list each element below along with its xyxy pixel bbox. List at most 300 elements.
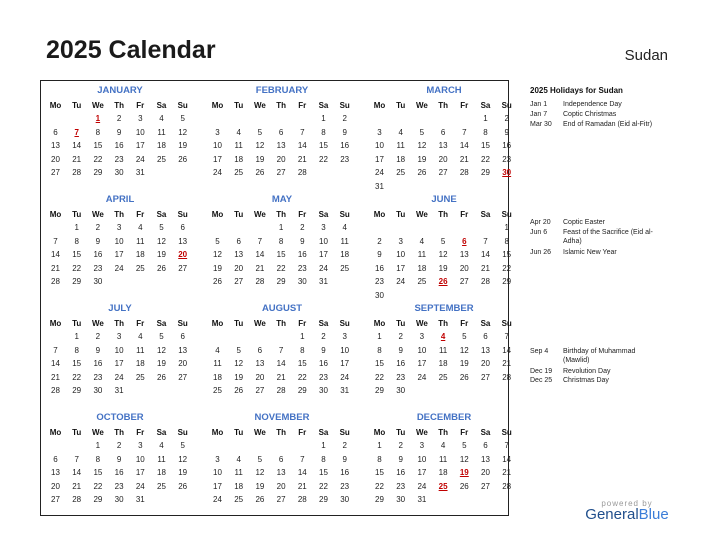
date-cell: 3: [419, 441, 425, 450]
date-cell: 25: [135, 263, 145, 273]
date-cell: 16: [93, 250, 103, 260]
week-row: [207, 344, 357, 357]
date-cell: 27: [438, 168, 448, 178]
month-november: [207, 412, 357, 517]
date-cell: 10: [417, 345, 427, 355]
week-row: [369, 453, 519, 466]
week-row: [45, 344, 195, 357]
date-cell: 2: [504, 114, 509, 123]
date-cell: 25: [213, 386, 222, 396]
weekday-label: Fr: [136, 428, 145, 437]
date-cell: 26: [459, 481, 469, 491]
date-cell: 14: [297, 141, 307, 151]
date-cell: 25: [234, 168, 244, 178]
date-cell: 23: [297, 263, 307, 273]
date-cell: 5: [215, 236, 220, 246]
date-cell: 20: [51, 154, 60, 164]
date-cell: 3: [138, 441, 143, 450]
date-cell: 30: [396, 495, 406, 505]
weekday-label: Th: [114, 101, 124, 110]
date-cell: 4: [138, 223, 143, 232]
week-row: [369, 112, 519, 125]
holiday-date: Apr 20: [530, 219, 551, 226]
holiday-date: Jan 7: [530, 111, 548, 118]
date-cell: 19: [459, 359, 469, 369]
week-row: [45, 221, 195, 234]
date-cell: 20: [276, 481, 286, 491]
date-cell: 4: [236, 127, 241, 137]
weekday-label: Mo: [373, 101, 386, 110]
month-name: MARCH: [426, 85, 462, 96]
month-name: SEPTEMBER: [414, 303, 474, 314]
holiday-date: Jan 1: [530, 101, 548, 108]
holiday-name: End of Ramadan (Eid al-Fitr): [563, 121, 653, 128]
date-cell: 28: [72, 495, 82, 505]
weekday-label: Th: [276, 210, 286, 219]
date-cell: 1: [483, 114, 488, 123]
week-row: [369, 262, 519, 275]
date-cell: 8: [278, 236, 284, 246]
date-cell: 19: [438, 263, 448, 273]
date-cell: 17: [375, 154, 384, 164]
date-cell: 14: [72, 141, 82, 151]
month-december: [369, 412, 519, 517]
date-cell: 7: [504, 332, 509, 341]
date-cell: 4: [159, 441, 164, 450]
date-cell: 1: [95, 441, 101, 450]
date-cell: 12: [417, 141, 427, 151]
date-cell: 15: [72, 250, 82, 260]
holiday-item: [530, 218, 680, 228]
date-cell: 26: [178, 154, 188, 164]
date-cell: 29: [276, 277, 286, 287]
date-cell: 1: [300, 332, 305, 341]
week-row: [45, 371, 195, 384]
week-row: [45, 357, 195, 370]
date-cell: 31: [375, 182, 384, 191]
date-cell: 29: [72, 386, 82, 396]
date-cell: 30: [319, 386, 328, 396]
date-cell: 9: [116, 127, 122, 137]
date-cell: 29: [72, 277, 82, 287]
date-cell: 5: [159, 332, 164, 341]
date-cell: 2: [342, 114, 347, 123]
holiday-date: Dec 19: [530, 368, 553, 375]
weekday-header: [45, 426, 195, 439]
date-cell: 2: [377, 236, 382, 246]
date-cell: 14: [502, 345, 512, 355]
date-cell: 23: [114, 154, 124, 164]
date-cell: 22: [375, 372, 384, 382]
weekday-label: Tu: [396, 319, 406, 328]
weekday-header: [45, 99, 195, 112]
date-cell: 6: [278, 454, 284, 464]
date-cell: 11: [157, 127, 166, 137]
date-cell: 15: [502, 250, 512, 260]
date-cell: 5: [462, 441, 467, 450]
date-cell: 20: [481, 359, 490, 369]
date-cell: 12: [459, 345, 469, 355]
weekday-label: Mo: [211, 428, 224, 437]
date-cell: 22: [319, 154, 328, 164]
date-cell: 12: [234, 359, 244, 369]
week-row: [207, 112, 357, 125]
week-row: [369, 166, 519, 179]
date-cell: 1: [74, 332, 79, 341]
date-cell: 3: [377, 127, 382, 137]
week-row: [369, 139, 519, 152]
date-cell: 7: [300, 127, 305, 137]
date-cell: 4: [215, 345, 220, 355]
weekday-label: Su: [501, 319, 512, 328]
date-cell: 25: [340, 263, 350, 273]
date-cell: 6: [180, 223, 185, 232]
weekday-label: Su: [177, 210, 188, 219]
week-row: [45, 384, 195, 397]
week-row: [207, 235, 357, 248]
week-row: [369, 180, 519, 193]
date-cell: 4: [159, 114, 164, 123]
date-cell: 12: [178, 127, 188, 137]
date-cell: 19: [157, 359, 166, 369]
date-cell: 23: [502, 154, 512, 164]
date-cell: 21: [297, 481, 307, 491]
month-name: JULY: [108, 303, 132, 314]
weekday-label: Th: [114, 428, 124, 437]
holiday-name: Revolution Day: [563, 368, 611, 375]
date-cell: 23: [114, 481, 124, 491]
weekday-label: Su: [339, 319, 350, 328]
date-cell: 1: [74, 223, 79, 232]
date-cell: 18: [135, 359, 145, 369]
date-cell: 25: [157, 154, 166, 164]
date-cell: 27: [51, 168, 60, 178]
holiday-item: [530, 248, 680, 258]
week-row: [369, 221, 519, 234]
date-cell: 21: [72, 154, 82, 164]
date-cell: 22: [93, 154, 103, 164]
weekday-label: Tu: [234, 428, 244, 437]
date-cell: 9: [398, 454, 403, 464]
date-cell: 13: [234, 250, 244, 260]
date-cell: 8: [377, 454, 382, 464]
date-cell: 11: [213, 359, 222, 369]
weekday-label: Mo: [49, 428, 62, 437]
date-cell: 15: [375, 468, 384, 478]
date-cell: 10: [396, 250, 406, 260]
date-cell: 8: [321, 454, 326, 464]
date-cell: 21: [459, 154, 469, 164]
week-row: [369, 439, 519, 452]
weekday-label: Fr: [298, 101, 307, 110]
weekday-header: [369, 99, 519, 112]
date-cell: 24: [340, 372, 350, 382]
date-cell: 21: [51, 263, 60, 273]
date-cell: 20: [234, 263, 244, 273]
week-row: [369, 493, 519, 506]
weekday-label: We: [91, 101, 104, 110]
date-cell: 23: [375, 277, 384, 287]
date-cell: 26: [255, 168, 265, 178]
date-cell: 15: [297, 359, 307, 369]
date-cell: 9: [95, 345, 101, 355]
week-row: [207, 126, 357, 139]
date-cell: 11: [438, 454, 448, 464]
date-cell: 23: [93, 372, 103, 382]
date-cell: 25: [417, 277, 427, 287]
weekday-label: We: [415, 101, 428, 110]
weekday-label: Su: [177, 101, 188, 110]
date-cell: 26: [459, 372, 469, 382]
date-cell: 11: [136, 345, 145, 355]
date-cell: 5: [180, 441, 185, 450]
date-cell: 11: [157, 454, 166, 464]
date-cell: 31: [417, 495, 427, 505]
date-cell: 31: [114, 386, 124, 396]
weekday-label: Mo: [373, 319, 386, 328]
date-cell: 9: [342, 127, 347, 137]
date-cell: 11: [438, 345, 448, 355]
date-cell: 24: [135, 154, 145, 164]
date-cell: 3: [138, 114, 143, 123]
date-cell: 10: [213, 468, 222, 478]
month-name: NOVEMBER: [254, 412, 310, 423]
date-cell: 7: [483, 236, 488, 246]
week-row: [207, 453, 357, 466]
date-cell: 1: [321, 441, 326, 450]
holiday-date-cell: 4: [440, 332, 446, 341]
date-cell: 6: [440, 127, 446, 137]
weekday-label: Su: [501, 428, 512, 437]
weekday-label: Su: [339, 428, 350, 437]
weekday-label: Mo: [49, 210, 62, 219]
weekday-label: Fr: [136, 101, 145, 110]
date-cell: 18: [438, 359, 448, 369]
holiday-date-cell: 19: [459, 468, 469, 478]
date-cell: 18: [396, 154, 406, 164]
date-cell: 23: [340, 481, 350, 491]
week-row: [369, 235, 519, 248]
date-cell: 19: [234, 372, 244, 382]
date-cell: 10: [114, 345, 124, 355]
date-cell: 28: [502, 372, 512, 382]
date-cell: 23: [93, 263, 103, 273]
week-row: [45, 153, 195, 166]
date-cell: 3: [116, 223, 122, 232]
brand-name-part1: General: [585, 506, 639, 523]
week-row: [45, 166, 195, 179]
weekday-label: Th: [276, 319, 286, 328]
date-cell: 2: [398, 441, 403, 450]
date-cell: 13: [481, 345, 490, 355]
date-cell: 31: [340, 386, 350, 396]
week-row: [45, 248, 195, 261]
date-cell: 21: [72, 481, 82, 491]
weekday-label: Sa: [480, 210, 491, 219]
date-cell: 2: [342, 441, 347, 450]
holiday-name: Feast of the Sacrifice (Eid al-Adha): [563, 229, 653, 245]
date-cell: 9: [116, 454, 122, 464]
weekday-header: [45, 317, 195, 330]
date-cell: 15: [375, 359, 384, 369]
week-row: [207, 166, 357, 179]
weekday-label: Tu: [234, 101, 244, 110]
weekday-label: Mo: [211, 101, 224, 110]
weekday-label: Fr: [298, 428, 307, 437]
week-row: [45, 235, 195, 248]
weekday-label: Fr: [460, 319, 469, 328]
date-cell: 24: [114, 372, 124, 382]
date-cell: 27: [234, 277, 244, 287]
date-cell: 24: [375, 168, 384, 178]
week-row: [207, 275, 357, 288]
date-cell: 24: [213, 168, 222, 178]
holiday-item: [530, 110, 680, 120]
date-cell: 6: [483, 332, 488, 341]
weekday-label: Th: [438, 101, 448, 110]
holiday-name: Christmas Day: [563, 377, 609, 384]
date-cell: 18: [340, 250, 350, 260]
weekday-label: Sa: [318, 319, 329, 328]
date-cell: 29: [481, 168, 490, 178]
weekday-label: Fr: [298, 319, 307, 328]
month-name: DECEMBER: [416, 412, 472, 423]
calendar-grid: [40, 80, 512, 516]
weekday-header: [369, 208, 519, 221]
date-cell: 13: [481, 454, 490, 464]
date-cell: 7: [53, 345, 58, 355]
month-name: JANUARY: [97, 85, 143, 96]
week-row: [207, 139, 357, 152]
brand-logo: [582, 499, 672, 523]
date-cell: 8: [74, 236, 79, 246]
date-cell: 16: [319, 359, 328, 369]
weekday-label: We: [253, 210, 266, 219]
date-cell: 26: [157, 372, 166, 382]
weekday-label: Fr: [460, 428, 469, 437]
weekday-header: [369, 317, 519, 330]
week-row: [207, 357, 357, 370]
month-august: [207, 303, 357, 408]
date-cell: 22: [319, 481, 328, 491]
date-cell: 24: [114, 263, 124, 273]
week-row: [45, 439, 195, 452]
holiday-name: Islamic New Year: [563, 249, 617, 256]
date-cell: 21: [502, 468, 512, 478]
date-cell: 12: [157, 236, 166, 246]
weekday-label: Fr: [136, 210, 145, 219]
date-cell: 22: [502, 263, 512, 273]
date-cell: 10: [340, 345, 350, 355]
date-cell: 25: [135, 372, 145, 382]
date-cell: 7: [504, 441, 509, 450]
month-name: MAY: [271, 194, 293, 205]
date-cell: 13: [276, 141, 286, 151]
weekday-label: Tu: [396, 210, 406, 219]
date-cell: 28: [481, 277, 490, 287]
country-name: Sudan: [624, 47, 668, 64]
date-cell: 30: [114, 495, 124, 505]
weekday-label: Su: [339, 101, 350, 110]
holiday-date: Jun 6: [530, 229, 548, 236]
date-cell: 22: [93, 481, 103, 491]
date-cell: 3: [215, 127, 220, 137]
date-cell: 25: [438, 372, 448, 382]
date-cell: 30: [396, 386, 406, 396]
date-cell: 19: [178, 141, 188, 151]
weekday-label: Su: [501, 101, 512, 110]
weekday-label: We: [415, 319, 428, 328]
brand-name-part2: Blue: [638, 506, 669, 523]
date-cell: 11: [234, 141, 243, 151]
date-cell: 9: [342, 454, 347, 464]
date-cell: 14: [51, 359, 60, 369]
week-row: [369, 384, 519, 397]
week-row: [369, 126, 519, 139]
date-cell: 22: [72, 372, 82, 382]
week-row: [45, 330, 195, 343]
holiday-name: Independence Day: [563, 101, 622, 108]
date-cell: 18: [234, 154, 244, 164]
date-cell: 12: [157, 345, 166, 355]
weekday-header: [207, 317, 357, 330]
month-name: JUNE: [431, 194, 457, 205]
date-cell: 16: [114, 141, 124, 151]
date-cell: 3: [116, 332, 122, 341]
month-june: [369, 194, 519, 299]
weekday-label: Sa: [318, 210, 329, 219]
date-cell: 11: [417, 250, 427, 260]
date-cell: 26: [234, 386, 244, 396]
date-cell: 29: [93, 168, 103, 178]
date-cell: 29: [319, 495, 328, 505]
month-april: [45, 194, 195, 299]
week-row: [207, 480, 357, 493]
date-cell: 3: [321, 223, 326, 232]
date-cell: 18: [438, 468, 448, 478]
holiday-item: [530, 347, 680, 367]
date-cell: 17: [340, 359, 350, 369]
holiday-date: Mar 30: [530, 121, 552, 128]
date-cell: 1: [377, 441, 382, 450]
date-cell: 4: [440, 441, 446, 450]
week-row: [207, 493, 357, 506]
date-cell: 16: [502, 141, 512, 151]
date-cell: 24: [417, 481, 427, 491]
weekday-label: Tu: [72, 210, 82, 219]
date-cell: 22: [297, 372, 307, 382]
week-row: [207, 153, 357, 166]
date-cell: 24: [319, 263, 328, 273]
date-cell: 15: [93, 141, 103, 151]
date-cell: 8: [95, 127, 101, 137]
weekday-label: Sa: [156, 210, 167, 219]
date-cell: 19: [255, 154, 265, 164]
weekday-header: [45, 208, 195, 221]
week-row: [45, 139, 195, 152]
date-cell: 13: [51, 141, 60, 151]
holiday-name: Coptic Easter: [563, 219, 606, 226]
date-cell: 27: [459, 277, 469, 287]
date-cell: 1: [278, 223, 284, 232]
date-cell: 11: [234, 468, 243, 478]
date-cell: 1: [321, 114, 326, 123]
date-cell: 13: [459, 250, 469, 260]
date-cell: 24: [417, 372, 427, 382]
weekday-label: Th: [438, 319, 448, 328]
date-cell: 27: [481, 481, 490, 491]
date-cell: 5: [236, 345, 241, 355]
